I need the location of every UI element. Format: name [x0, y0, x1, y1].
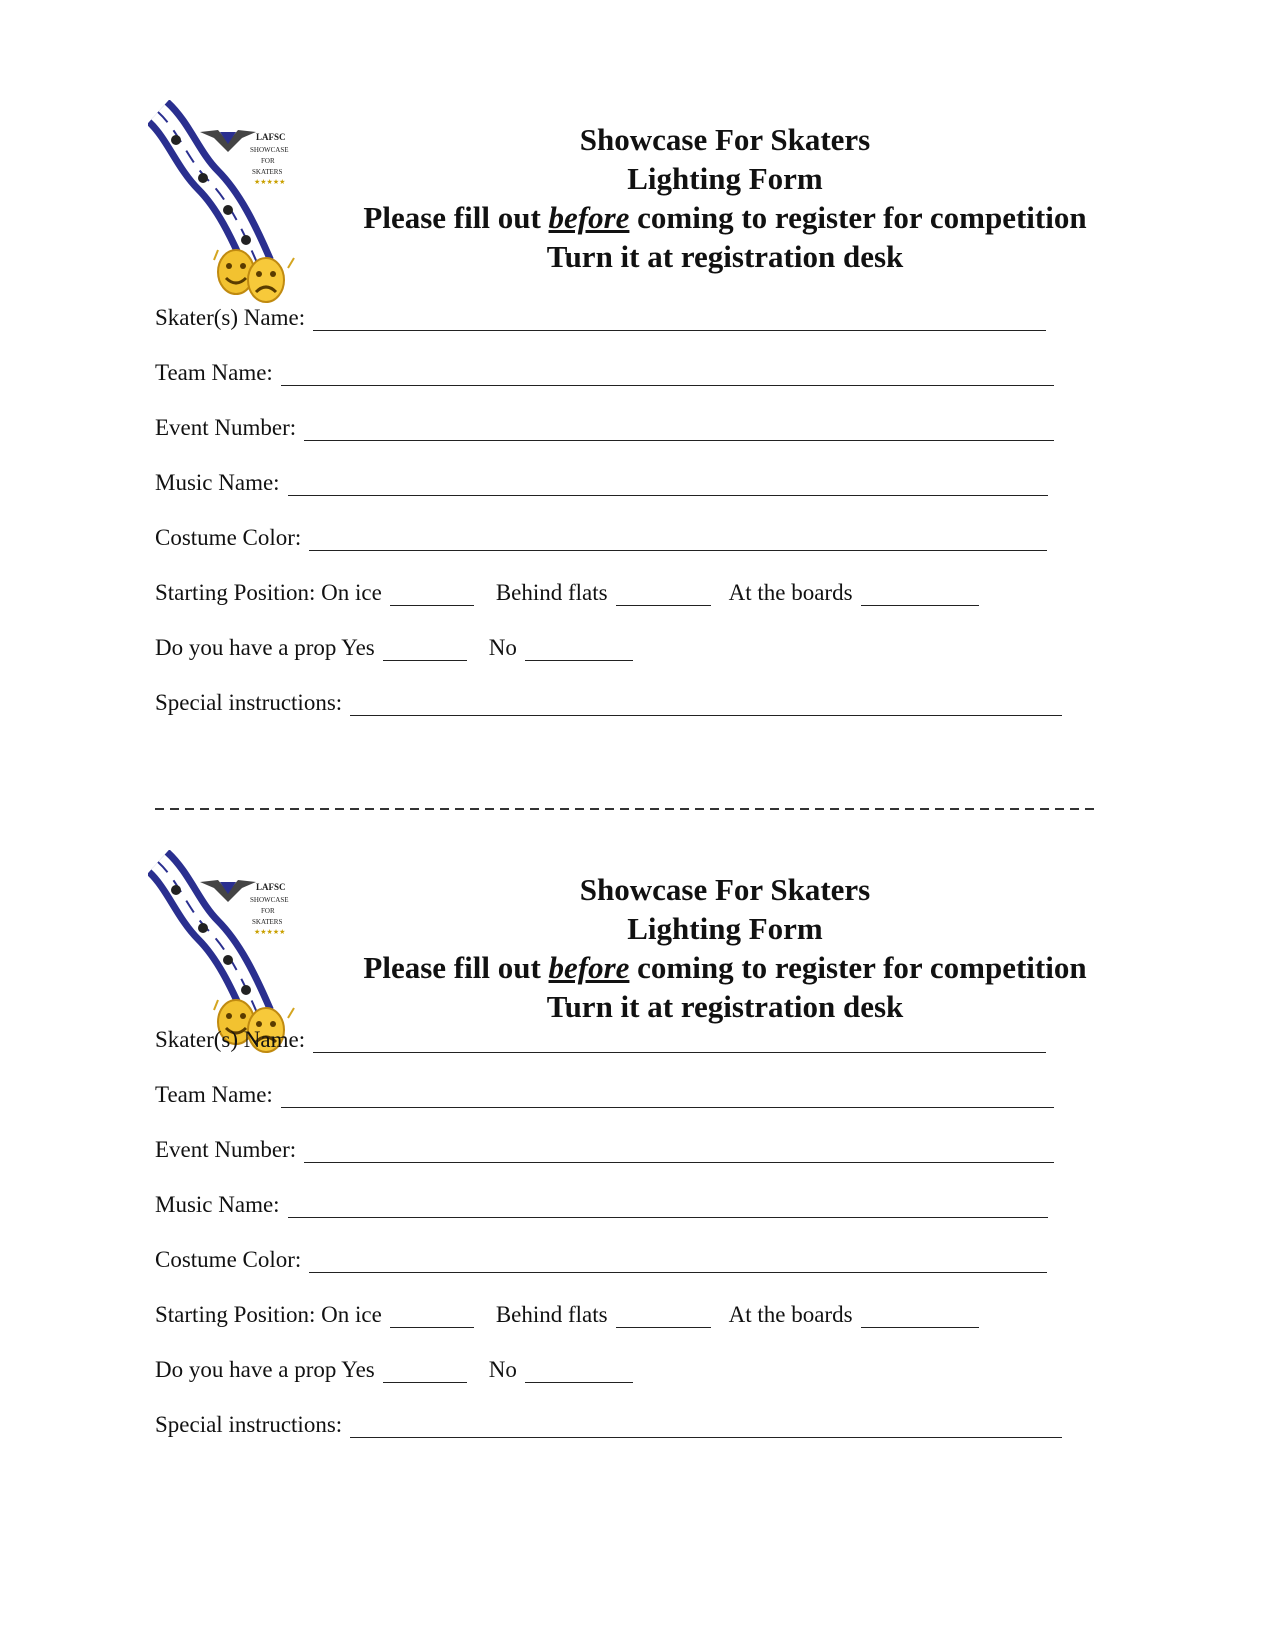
prop-no-input[interactable] [525, 636, 633, 661]
behind-flats-input[interactable] [616, 1303, 711, 1328]
event-number-label: Event Number: [155, 1137, 297, 1162]
showcase-logo [148, 100, 323, 315]
team-name-label: Team Name: [155, 1082, 273, 1107]
svg-text:FOR: FOR [261, 907, 275, 915]
title-line-4: Turn it at registration desk [546, 989, 904, 1024]
skater-name-field [155, 303, 1046, 333]
music-name-label: Music Name: [155, 470, 280, 495]
emphasis-before: before [548, 950, 630, 985]
wing-emblem-icon [200, 880, 256, 902]
form-title [320, 120, 1130, 276]
behind-flats-label: Behind flats [495, 580, 608, 605]
music-name-field [155, 468, 1048, 498]
starting-position-field [155, 1300, 979, 1330]
event-number-field [155, 1135, 1054, 1165]
at-boards-label: At the boards [728, 1302, 853, 1327]
behind-flats-input[interactable] [616, 581, 711, 606]
special-instructions-field [155, 688, 1062, 718]
special-instructions-label: Special instructions: [155, 1412, 343, 1437]
skater-name-label: Skater(s) Name: [155, 305, 306, 330]
special-instructions-label: Special instructions: [155, 690, 343, 715]
at-boards-input[interactable] [861, 1303, 979, 1328]
on-ice-label: Starting Position: On ice [155, 580, 382, 605]
prop-field [155, 633, 633, 663]
costume-color-label: Costume Color: [155, 1247, 302, 1272]
svg-text:LAFSC: LAFSC [256, 882, 286, 892]
prop-no-label: No [488, 1357, 517, 1382]
prop-yes-input[interactable] [383, 636, 467, 661]
skater-name-field [155, 1025, 1046, 1055]
event-number-input[interactable] [304, 1138, 1054, 1163]
title-line-1: Showcase For Skaters [579, 872, 871, 907]
cut-line-divider [155, 808, 1095, 810]
music-name-input[interactable] [288, 471, 1048, 496]
team-name-input[interactable] [281, 361, 1054, 386]
music-name-input[interactable] [288, 1193, 1048, 1218]
title-line-2: Lighting Form [627, 161, 823, 196]
title-line-1: Showcase For Skaters [579, 122, 871, 157]
svg-text:★★★★★: ★★★★★ [254, 928, 286, 936]
on-ice-input[interactable] [390, 1303, 474, 1328]
skater-name-label: Skater(s) Name: [155, 1027, 306, 1052]
prop-field [155, 1355, 633, 1385]
lighting-form-top [0, 95, 1275, 835]
on-ice-label: Starting Position: On ice [155, 1302, 382, 1327]
special-instructions-input[interactable] [350, 1413, 1062, 1438]
at-boards-input[interactable] [861, 581, 979, 606]
lighting-form-bottom [0, 845, 1275, 1585]
on-ice-input[interactable] [390, 581, 474, 606]
team-name-input[interactable] [281, 1083, 1054, 1108]
svg-text:FOR: FOR [261, 157, 275, 165]
team-name-label: Team Name: [155, 360, 273, 385]
team-name-field [155, 1080, 1054, 1110]
event-number-input[interactable] [304, 416, 1054, 441]
wing-emblem-icon [200, 130, 256, 152]
costume-color-field [155, 523, 1047, 553]
behind-flats-label: Behind flats [495, 1302, 608, 1327]
costume-color-field [155, 1245, 1047, 1275]
form-title [320, 870, 1130, 1026]
svg-text:SKATERS: SKATERS [252, 918, 283, 926]
prop-no-label: No [488, 635, 517, 660]
at-boards-label: At the boards [728, 580, 853, 605]
event-number-field [155, 413, 1054, 443]
costume-color-input[interactable] [309, 1248, 1047, 1273]
starting-position-field [155, 578, 979, 608]
special-instructions-field [155, 1410, 1062, 1440]
team-name-field [155, 358, 1054, 388]
svg-text:SKATERS: SKATERS [252, 168, 283, 176]
title-line-3: Please fill out before coming to register for competition [363, 950, 1087, 985]
event-number-label: Event Number: [155, 415, 297, 440]
special-instructions-input[interactable] [350, 691, 1062, 716]
title-line-3: Please fill out before coming to register for competition [363, 200, 1087, 235]
prop-no-input[interactable] [525, 1358, 633, 1383]
skater-name-input[interactable] [313, 306, 1046, 331]
music-name-label: Music Name: [155, 1192, 280, 1217]
prop-yes-input[interactable] [383, 1358, 467, 1383]
prop-yes-label: Do you have a prop Yes [155, 1357, 375, 1382]
skater-name-input[interactable] [313, 1028, 1046, 1053]
costume-color-input[interactable] [309, 526, 1047, 551]
title-line-2: Lighting Form [627, 911, 823, 946]
music-name-field [155, 1190, 1048, 1220]
emphasis-before: before [548, 200, 630, 235]
svg-text:★★★★★: ★★★★★ [254, 178, 286, 186]
prop-yes-label: Do you have a prop Yes [155, 635, 375, 660]
svg-text:LAFSC: LAFSC [256, 132, 286, 142]
svg-text:SHOWCASE: SHOWCASE [250, 896, 289, 904]
title-line-4: Turn it at registration desk [546, 239, 904, 274]
costume-color-label: Costume Color: [155, 525, 302, 550]
svg-text:SHOWCASE: SHOWCASE [250, 146, 289, 154]
